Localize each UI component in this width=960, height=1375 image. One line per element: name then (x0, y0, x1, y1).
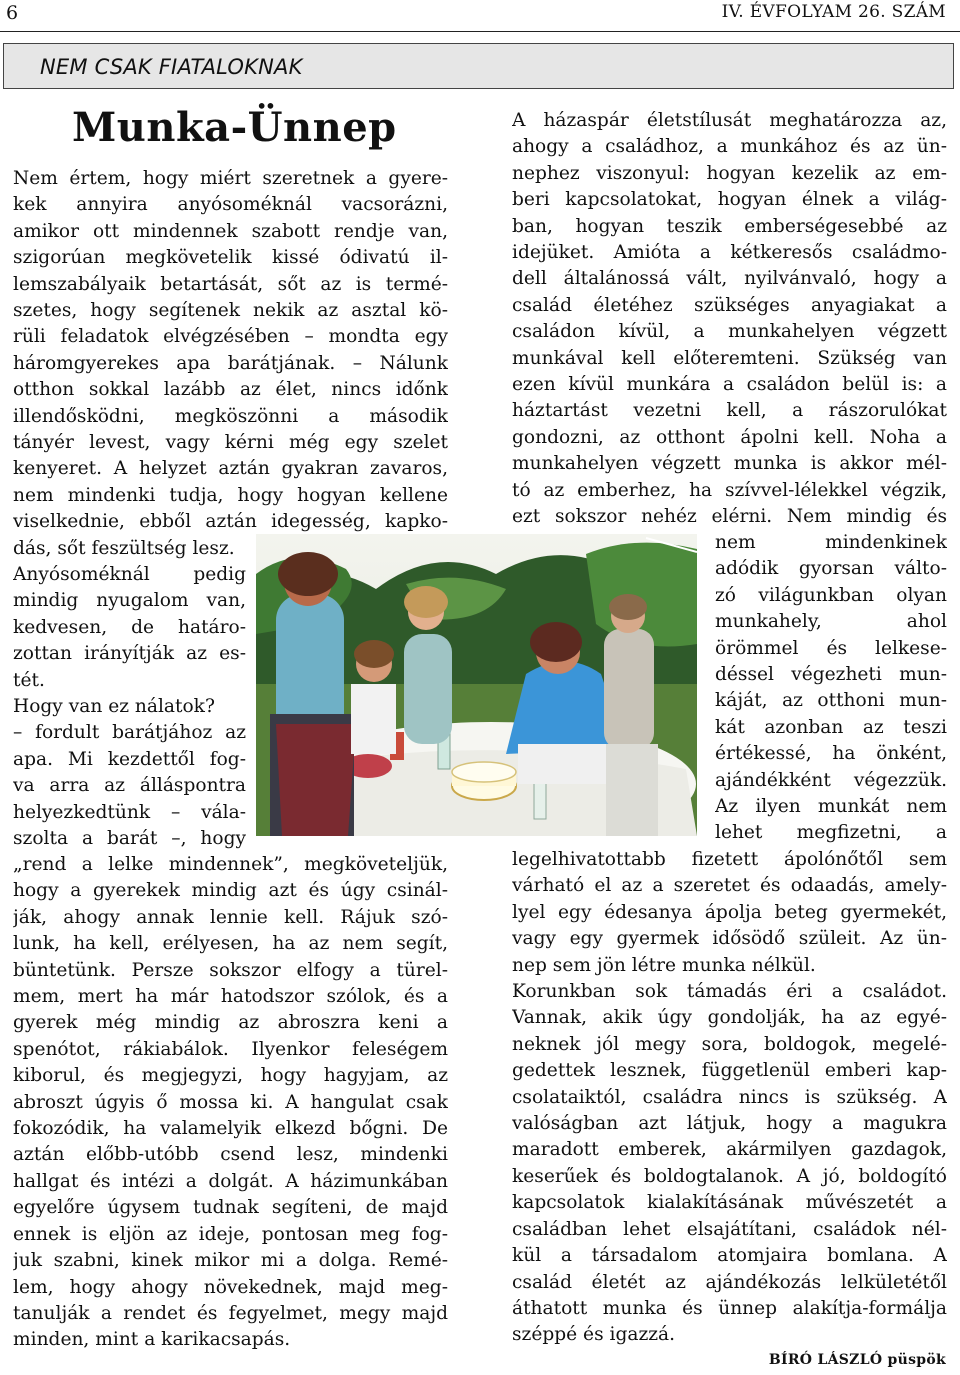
text-line: legelhivatottabb fizetett ápolónőtől sem (512, 849, 947, 870)
text-line: mindig nyugalom van, (13, 590, 246, 612)
text-line: ajándékként végezzük. (715, 769, 947, 791)
text-line: aztán előbb-utóbb csend lesz, mindenki (13, 1144, 448, 1166)
text-line: kül a társadalom atomjaira bomlana. A (512, 1245, 947, 1267)
text-line: kek annyira anyósoméknál vacsorázni, (13, 194, 448, 216)
photo (256, 534, 697, 836)
text-line: zó világunkban olyan (715, 584, 947, 606)
text-line: áthatott munka és ünnep alakítja-formálja (512, 1297, 947, 1319)
text-line: gondozni, az otthont ápolni kell. Noha a (512, 426, 947, 448)
text-line: kedvesen, de határo- (13, 616, 246, 638)
text-line: gedettek lesznek, függetlenül emberi kap- (512, 1060, 947, 1082)
left-column-bottom (13, 852, 448, 1354)
text-line: család életéhez szükséges anyagiakat a (512, 294, 947, 316)
text-line: tanulják a rendet és fegyelmet, megy majd (13, 1302, 448, 1324)
article-title: Munka-Ünnep (72, 104, 397, 151)
text-line: déssel végezheti mun- (715, 664, 947, 686)
text-line: Anyósoméknál pedig (13, 564, 246, 585)
text-line: káját, az otthoni mun- (715, 690, 947, 712)
text-line: tét. (13, 669, 45, 691)
text-line: fokozódik, ha valamelyik elkezd bőgni. De (13, 1118, 448, 1140)
text-line: viselkednie, ebből aztán idegesség, kapko- (13, 511, 448, 533)
text-line: várható el az a szeretet és odaadás, amely- (512, 875, 947, 897)
text-line: kiborul, és megjegyzi, hogy hagyjam, az (13, 1065, 448, 1087)
text-line: Hogy van ez nálatok? (13, 696, 215, 718)
text-line: Nem értem, hogy miért szeretnek a gyere- (13, 168, 448, 189)
text-line: nem mindenki tudja, hogy hogyan kellene (13, 484, 448, 506)
text-line: nep sem jön létre munka nélkül. (512, 954, 816, 976)
text-line: ezt sokszor nehéz elérni. Nem mindig és (512, 506, 947, 528)
text-line: spenótot, rákiabálok. Ilyenkor feleségem (13, 1038, 448, 1060)
text-line: valóságban azt látjuk, hogy a magukra (512, 1113, 947, 1135)
text-line: kát azonban az teszi (715, 716, 947, 738)
text-line: Korunkban sok támadás éri a családot. (512, 981, 947, 1003)
text-line: munkával kell előteremteni. Szükség van (512, 347, 947, 369)
text-line: abroszt úgyis ő mossa ki. A hangulat csak (13, 1091, 448, 1113)
right-column-top (512, 108, 947, 531)
text-line: Az ilyen munkát nem (715, 796, 947, 818)
text-line: amikor ott mindennek szabott rendje van, (13, 220, 448, 242)
text-line: kapcsolatok kialakításának művészetét a (512, 1192, 947, 1214)
page-number: 6 (6, 2, 19, 24)
text-line: ják, ahogy annak lennie kell. Rájuk szó- (13, 906, 448, 928)
text-line: otthon sokkal lazább az élet, nincs időnk (13, 379, 448, 401)
text-line: ezen kívül munkára a családon belül is: a (512, 374, 947, 396)
right-column-bottom (512, 847, 947, 1349)
text-line: kenyeret. A helyzet aztán gyakran zavaros, (13, 458, 448, 480)
text-line: csolataiktól, családra nincs is szükség. A (512, 1086, 947, 1108)
text-line: szolta a barát –, hogy (13, 828, 246, 850)
text-line: A házaspár életstílusát meghatározza az, (512, 110, 947, 131)
text-line: minden, mint a karikacsapás. (13, 1329, 291, 1351)
text-line: büntetünk. Persze sokszor elfogy a türel- (13, 959, 448, 981)
left-column-top (13, 166, 448, 562)
text-line: keserűek és boldogtalanok. A jó, boldogító (512, 1165, 947, 1187)
text-line: dás, sőt feszültség lesz. (13, 537, 235, 559)
text-line: hogy a gyerekek mindig azt és úgy csinál- (13, 880, 448, 902)
text-line: értékessé, ha önként, (715, 743, 947, 765)
text-line: egyelőre úgysem tudnak segíteni, de majd (13, 1197, 448, 1219)
text-line: illendősködni, megköszönni a második (13, 405, 448, 427)
section-label: NEM CSAK FIATALOKNAK (40, 55, 303, 79)
text-line: vagy egy gyermek idősödő szüleit. Az ün- (512, 928, 947, 950)
text-line: hallgat és intézi a dolgát. A házimunkában (13, 1170, 448, 1192)
text-line: beri kapcsolatokat, hogyan élnek a világ- (512, 189, 947, 211)
text-line: tányér levest, vagy kérni még egy szelet (13, 432, 448, 454)
text-line: munkahely, ahol (715, 611, 947, 633)
text-line: – fordult barátjához az (13, 722, 246, 744)
text-line: háztartást vezetni kell, a rászorulókat (512, 400, 947, 422)
author-signature: BÍRÓ LÁSZLÓ püspök (768, 1352, 946, 1368)
text-line: maradott emberek, akármilyen gazdagok, (512, 1139, 947, 1161)
text-line: apa. Mi kezdettől fog- (13, 748, 246, 770)
text-line: örömmel és lelkese- (715, 637, 947, 659)
text-line: családban lehet elsajátítani, családok nél- (512, 1218, 947, 1240)
text-line: „rend a lelke mindennek”, megköveteljük, (13, 854, 448, 875)
garden-picnic-photo (256, 534, 697, 836)
right-column-narrow (715, 530, 947, 847)
text-line: ennek is eljön az ideje, pontosan meg fog- (13, 1223, 448, 1245)
text-line: lem, hogy ahogy növekednek, majd meg- (13, 1276, 448, 1298)
text-line: gyerek még mindig az abroszra keni a (13, 1012, 448, 1034)
text-line: nem mindenkinek (715, 532, 947, 553)
section-banner (3, 43, 954, 89)
text-line: ahogy a családhoz, a munkához és az ün- (512, 136, 947, 158)
text-line: lyel egy édesanya ápolja beteg gyermekét, (512, 901, 947, 923)
text-line: rüli feladatok elvégzésében – mondta egy (13, 326, 448, 348)
left-column-narrow (13, 562, 246, 852)
text-line: mem, mert ha már hatodszor szólok, és a (13, 986, 448, 1008)
text-line: idejüket. Amióta a kétkeresős családmo- (512, 242, 947, 264)
text-line: dell általánossá vált, nyilvánvaló, hogy a (512, 268, 947, 290)
text-line: ban, hogyan teszik emberségesebbé az (512, 215, 947, 237)
text-line: szetes, hogy segítenek nekik az asztal kö- (13, 300, 448, 322)
text-line: lehet megfizetni, a (715, 822, 947, 844)
text-line: családon kívül, a munkahelyen végzett (512, 321, 947, 343)
text-line: háromgyerekes apa barátjának. – Nálunk (13, 352, 448, 374)
text-line: Vannak, akik úgy gondolják, ha az egyé- (512, 1007, 947, 1029)
text-line: adódik gyorsan válto- (715, 558, 947, 580)
text-line: széppé és igazzá. (512, 1324, 676, 1346)
text-line: va arra az álláspontra (13, 775, 246, 797)
text-line: helyezkedtünk – vála- (13, 801, 246, 823)
text-line: család életét az ajándékozás lelkületétől (512, 1271, 947, 1293)
text-line: neknek jól megy sora, boldogok, megelé- (512, 1033, 947, 1055)
issue-label: IV. ÉVFOLYAM 26. SZÁM (721, 2, 946, 22)
header-rule (0, 31, 960, 32)
text-line: juk szabni, kinek mikor mi a dolga. Remé- (13, 1250, 448, 1272)
text-line: lemszabályaik betartását, sőt az is termé- (13, 273, 448, 295)
text-line: nephez viszonyul: hogyan kezelik az em- (512, 162, 947, 184)
text-line: zottan irányítják az es- (13, 643, 246, 665)
text-line: szigorúan megkövetelik kissé ódivatú il- (13, 247, 448, 269)
text-line: munkahelyen végzett munka is akkor mél- (512, 453, 947, 475)
text-line: tó az emberhez, ha szívvel-lélekkel végzik, (512, 479, 947, 501)
text-line: lunk, ha kell, erélyesen, ha az nem segít, (13, 933, 448, 955)
